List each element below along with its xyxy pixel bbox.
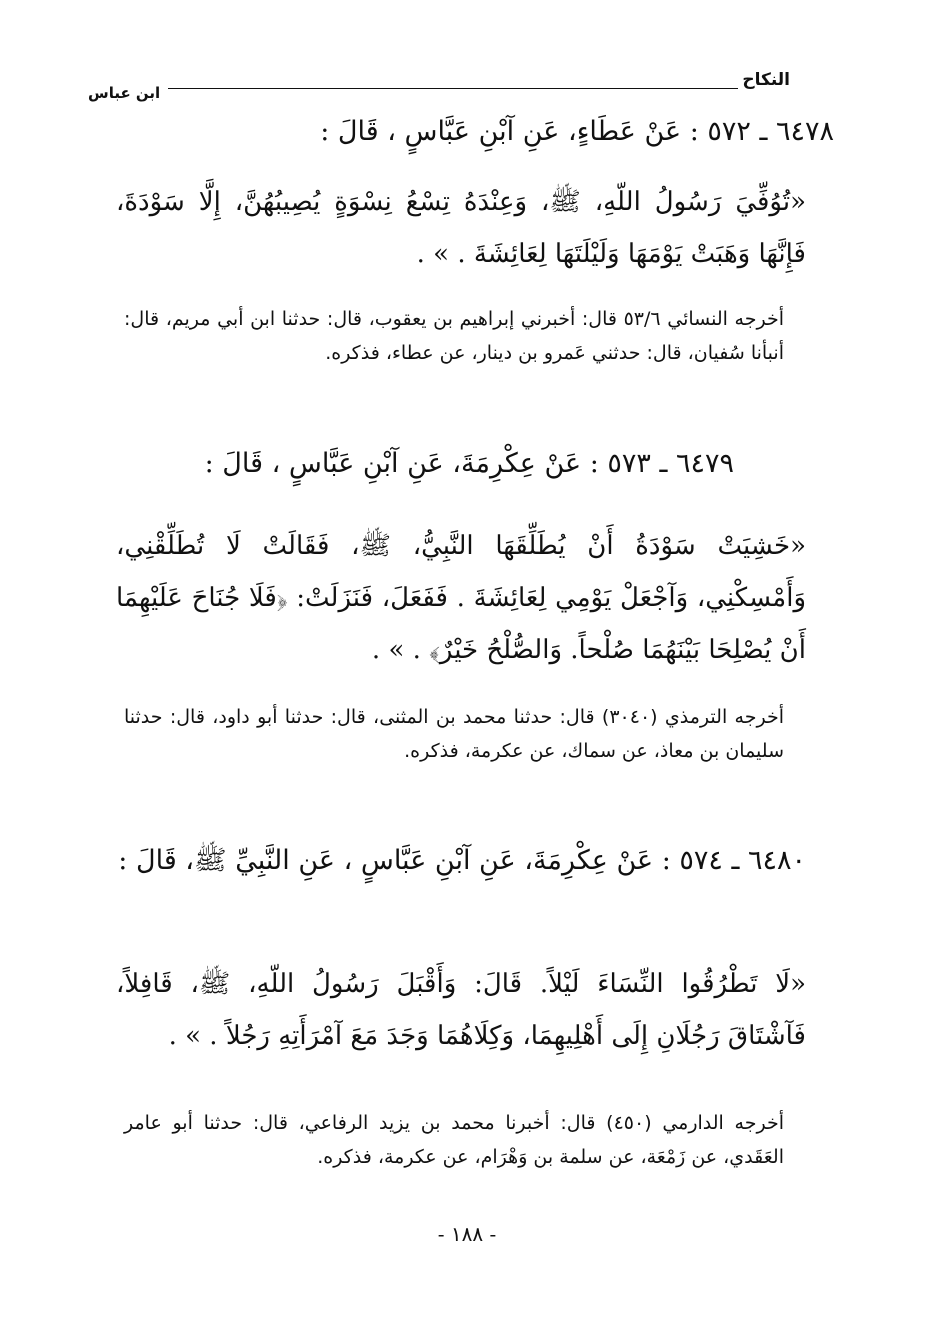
running-header (88, 66, 790, 106)
hadith-text: «خَشِيَتْ سَوْدَةُ أَنْ يُطَلِّقَهَا النَّبِيُّ، ﷺ، فَقَالَتْ لَا تُطَلِّقْنِي، وَأَمْسِكْنِي، وَآجْعَلْ يَوْمِي لِعَائِشَةَ . فَفَعَلَ، فَنَزَلَتْ: ﴿فَلَا جُنَاحَ عَلَيْهِمَا أَنْ يُصْلِحَا بَيْنَهُمَا صُلْحاً. وَالصُّلْحُ خَيْرٌ﴾ . » . (116, 531, 806, 665)
page-number: - ١٨٨ - (437, 1222, 497, 1246)
hadith-takhrij: أخرجه الدارمي (٤٥٠) قال: أخبرنا محمد بن يزيد الرفاعي، قال: حدثنا أبو عامر العَقَدي، عن زَمْعَة، عن سلمة بن وَهْرَام، عن عكرمة، فذكره. (124, 1112, 784, 1168)
hadith-takhrij: أخرجه النسائي ٥٣/٦ قال: أخبرني إبراهيم بن يعقوب، قال: حدثنا ابن أبي مريم، قال: أنبأنا سُفيان، قال: حدثني عَمرو بن دينار، عن عطاء، فذكره. (124, 308, 784, 364)
header-narrator: ابن عباس (88, 84, 161, 102)
hadith-takhrij: أخرجه الترمذي (٣٠٤٠) قال: حدثنا محمد بن المثنى، قال: حدثنا أبو داود، قال: حدثنا سليمان بن معاذ، عن سماك، عن عكرمة، فذكره. (124, 706, 784, 762)
hadith-heading: ٦٤٧٩ ـ ٥٧٣ : عَنْ عِكْرِمَةَ، عَنِ آبْنِ عَبَّاسٍ ، قَالَ : (204, 448, 734, 479)
hadith-text: «لَا تَطْرُقُوا النِّسَاءَ لَيْلاً. قَالَ: وَأَقْبَلَ رَسُولُ اللّهِ، ﷺ، قَافِلاً، فَآشْتَاقَ رَجُلَانِ إِلَى أَهْلِيهِمَا، وَكِلَاهُمَا وَجَدَ مَعَ آمْرَأَتِهِ رَجُلاً . » . (116, 969, 806, 1051)
hadith-text: «تُوُفِّيَ رَسُولُ اللّهِ، ﷺ، وَعِنْدَهُ تِسْعُ نِسْوَةٍ يُصِيبُهُنَّ، إِلَّا سَوْدَةَ، فَإِنَّهَا وَهَبَتْ يَوْمَهَا وَلَيْلَتَهَا لِعَائِشَةَ . » . (116, 187, 806, 269)
header-chapter-title: النكاح (742, 70, 790, 90)
header-rule (168, 88, 738, 89)
hadith-heading: ٦٤٧٨ ـ ٥٧٢ : عَنْ عَطَاءٍ، عَنِ آبْنِ عَبَّاسٍ ، قَالَ : (320, 116, 834, 147)
hadith-heading: ٦٤٨٠ ـ ٥٧٤ : عَنْ عِكْرِمَةَ، عَنِ آبْنِ عَبَّاسٍ ، عَنِ النَّبِيِّ ﷺ، قَالَ : (118, 845, 806, 876)
